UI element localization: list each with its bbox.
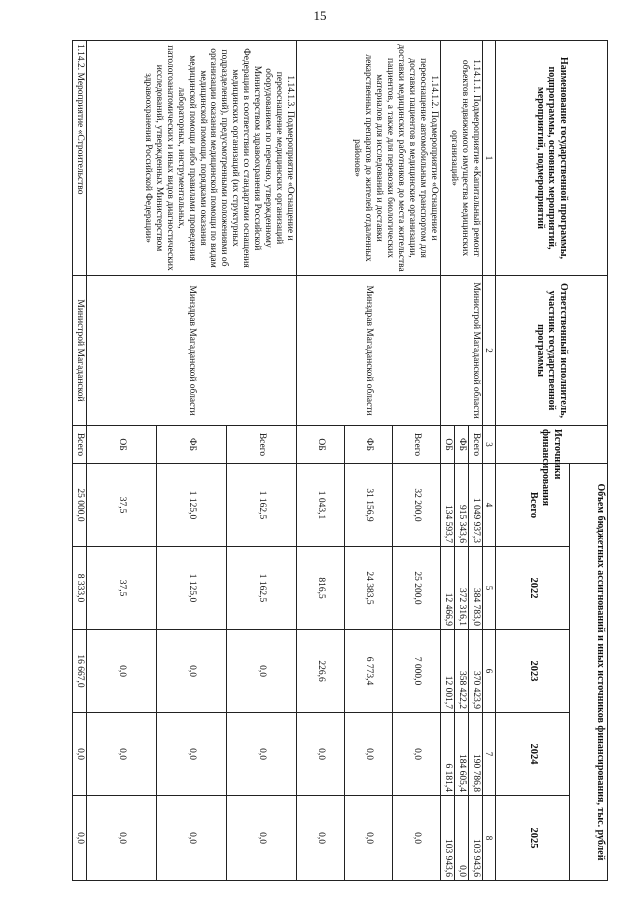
value-cell: 7 000,0 bbox=[392, 630, 440, 713]
value-cell: 1 162,5 bbox=[226, 464, 296, 547]
source-cell: ФБ bbox=[454, 426, 468, 464]
value-cell: 0,0 bbox=[156, 713, 226, 796]
header-executor: Ответственный исполнитель, участник государственной программы bbox=[496, 276, 608, 426]
index-cell: 3 bbox=[482, 426, 495, 464]
index-cell: 7 bbox=[482, 713, 495, 796]
value-cell: 1 043,1 bbox=[296, 464, 344, 547]
value-cell: 0,0 bbox=[226, 796, 296, 881]
source-cell: ОБ bbox=[296, 426, 344, 464]
value-cell: 1 162,5 bbox=[226, 547, 296, 630]
value-cell: 0,0 bbox=[72, 796, 86, 881]
header-year-total: Всего bbox=[496, 464, 570, 547]
value-cell: 816,5 bbox=[296, 547, 344, 630]
value-cell: 12 001,7 bbox=[440, 630, 454, 713]
value-cell: 226,6 bbox=[296, 630, 344, 713]
value-cell: 358 422,2 bbox=[454, 630, 468, 713]
value-cell: 16 667,0 bbox=[72, 630, 86, 713]
value-cell: 0,0 bbox=[392, 796, 440, 881]
value-cell: 31 156,9 bbox=[344, 464, 392, 547]
value-cell: 6 181,4 bbox=[440, 713, 454, 796]
value-cell: 0,0 bbox=[296, 796, 344, 881]
value-cell: 0,0 bbox=[454, 796, 468, 881]
value-cell: 0,0 bbox=[86, 630, 156, 713]
row-name-cell: 1.14.1.1. Подмероприятие «Капитальный ремонт объектов недвижимого имущества медицинских организаций» bbox=[440, 41, 482, 276]
row-executor-cell: Минздрав Магаданской области bbox=[86, 276, 296, 426]
value-cell: 0,0 bbox=[156, 796, 226, 881]
value-cell: 103 943,6 bbox=[440, 796, 454, 881]
value-cell: 1 125,0 bbox=[156, 464, 226, 547]
value-cell: 0,0 bbox=[72, 713, 86, 796]
value-cell: 0,0 bbox=[226, 713, 296, 796]
value-cell: 915 343,6 bbox=[454, 464, 468, 547]
row-executor-cell: Министрой Магаданской области bbox=[440, 276, 482, 426]
row-executor-cell: Министрой Магаданской bbox=[72, 276, 86, 426]
value-cell: 184 605,4 bbox=[454, 713, 468, 796]
value-cell: 12 466,9 bbox=[440, 547, 454, 630]
source-cell: ОБ bbox=[86, 426, 156, 464]
value-cell: 25 000,0 bbox=[72, 464, 86, 547]
value-cell: 134 593,7 bbox=[440, 464, 454, 547]
header-funding-source: Источники финансирования bbox=[496, 426, 608, 464]
value-cell: 37,5 bbox=[86, 464, 156, 547]
header-program-name: Наименование государственной программы, подпрограммы, основных мероприятий, мероприятий, подмероприятий bbox=[496, 41, 608, 276]
value-cell: 372 316,1 bbox=[454, 547, 468, 630]
funding-table bbox=[72, 40, 608, 881]
index-cell: 2 bbox=[482, 276, 495, 426]
page-number: 15 bbox=[313, 8, 327, 23]
index-cell: 4 bbox=[482, 464, 495, 547]
value-cell: 103 943,6 bbox=[468, 796, 482, 881]
value-cell: 25 200,0 bbox=[392, 547, 440, 630]
source-cell: ФБ bbox=[156, 426, 226, 464]
index-cell: 6 bbox=[482, 630, 495, 713]
value-cell: 24 383,5 bbox=[344, 547, 392, 630]
value-cell: 0,0 bbox=[86, 796, 156, 881]
index-cell: 1 bbox=[482, 41, 495, 276]
header-year-2023: 2023 bbox=[496, 630, 570, 713]
header-funding-title: Объем бюджетных ассигнований и иных источников финансирования, тыс. рублей bbox=[570, 464, 608, 881]
source-cell: Всего bbox=[72, 426, 86, 464]
source-cell: Всего bbox=[226, 426, 296, 464]
header-year-2025: 2025 bbox=[496, 796, 570, 881]
value-cell: 0,0 bbox=[226, 630, 296, 713]
source-cell: Всего bbox=[392, 426, 440, 464]
rotated-table-container bbox=[60, 40, 608, 880]
table-row bbox=[72, 41, 86, 881]
value-cell: 370 423,9 bbox=[468, 630, 482, 713]
value-cell: 1 049 937,3 bbox=[468, 464, 482, 547]
value-cell: 0,0 bbox=[392, 713, 440, 796]
source-cell: ОБ bbox=[440, 426, 454, 464]
index-cell: 5 bbox=[482, 547, 495, 630]
value-cell: 0,0 bbox=[156, 630, 226, 713]
index-cell: 8 bbox=[482, 796, 495, 881]
value-cell: 190 786,8 bbox=[468, 713, 482, 796]
source-cell: Всего bbox=[468, 426, 482, 464]
header-year-2024: 2024 bbox=[496, 713, 570, 796]
value-cell: 0,0 bbox=[344, 713, 392, 796]
source-cell: ФБ bbox=[344, 426, 392, 464]
header-year-2022: 2022 bbox=[496, 547, 570, 630]
table-row bbox=[392, 41, 440, 881]
row-name-cell: 1.14.1.3. Подмероприятие «Оснащение и переоснащение медицинских организаций оборудованием по перечню, утвержденному Министерством здравоохранения Российской Федерации в соответствии со стандартами оснащения медицинских организаций (их структурных подразделений), предусмотренными положениями об организации оказания медицинской помощи по видам медицинской помощи, порядками оказания медицинской помощи либо правилами проведения лабораторных, инструментальных, патологоанатомических и иных видов диагностических исследований, утвержденных Министерством здравоохранения Российской Федерации» bbox=[86, 41, 296, 276]
value-cell: 32 200,0 bbox=[392, 464, 440, 547]
value-cell: 0,0 bbox=[296, 713, 344, 796]
value-cell: 384 783,0 bbox=[468, 547, 482, 630]
value-cell: 0,0 bbox=[86, 713, 156, 796]
row-name-cell: 1.14.1.2. Подмероприятие «Оснащение и переоснащение автомобильным транспортом для доставки пациентов в медицинские организации, доставки медицинских работников до места жительства пациентов, а также для перевозки биологических материалов для исследований и доставки лекарственных препаратов до жителей отдаленных районов» bbox=[296, 41, 440, 276]
row-executor-cell: Минздрав Магаданской области bbox=[296, 276, 440, 426]
value-cell: 37,5 bbox=[86, 547, 156, 630]
table-row bbox=[468, 41, 482, 881]
value-cell: 6 773,4 bbox=[344, 630, 392, 713]
value-cell: 8 333,0 bbox=[72, 547, 86, 630]
column-index-row bbox=[482, 41, 495, 881]
row-name-cell: 1.14.2. Мероприятие «Строительство bbox=[72, 41, 86, 276]
value-cell: 1 125,0 bbox=[156, 547, 226, 630]
value-cell: 0,0 bbox=[344, 796, 392, 881]
table-row bbox=[226, 41, 296, 881]
